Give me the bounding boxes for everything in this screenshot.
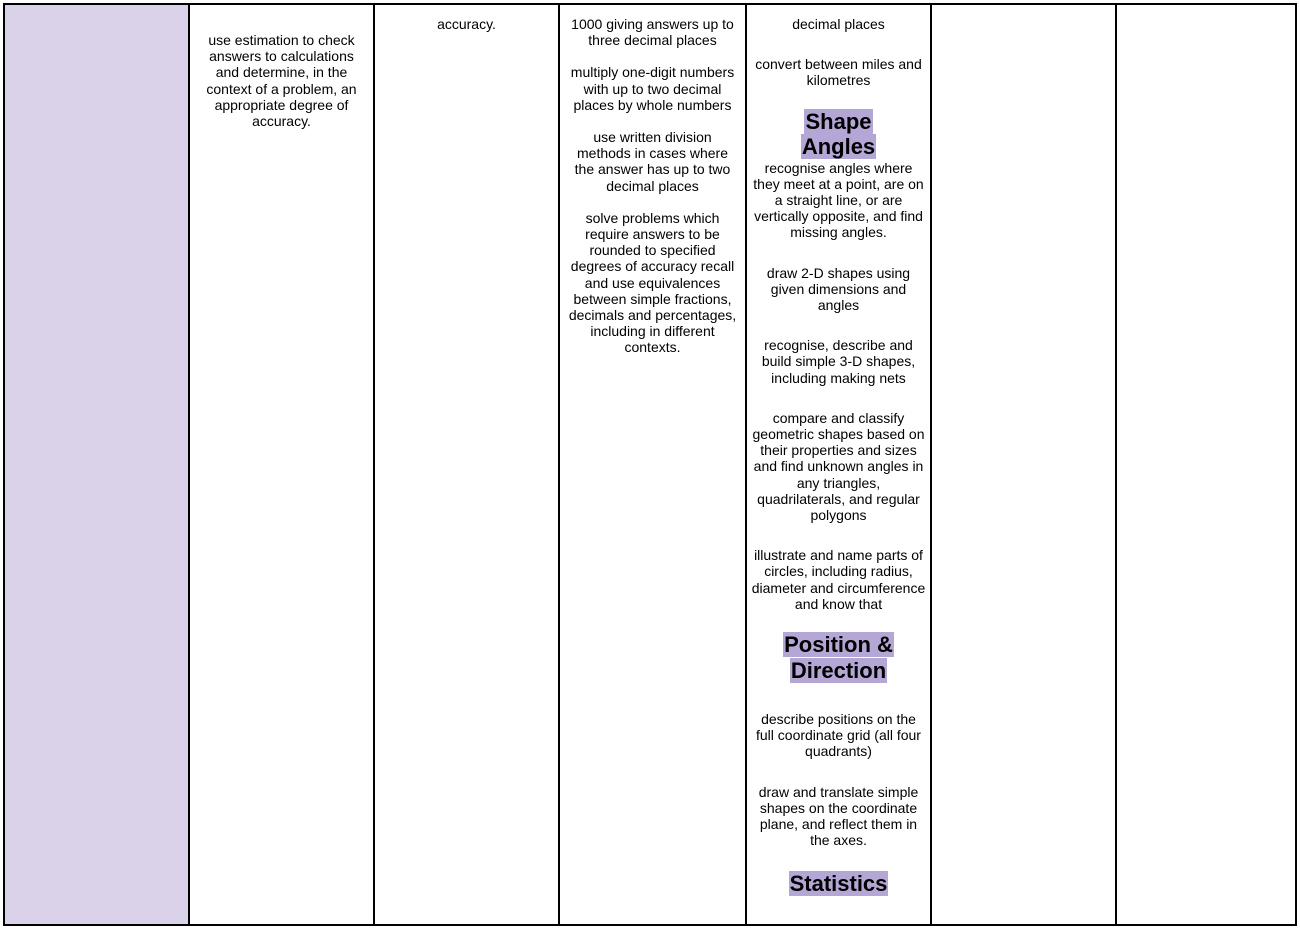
objective-multiply-decimals: multiply one-digit numbers with up to two decimal places by whole numbers xyxy=(570,64,735,113)
objective-3d-shapes: recognise, describe and build simple 3-D shapes, including making nets xyxy=(761,337,916,386)
heading-shape: Shape xyxy=(805,108,872,134)
objective-classify-shapes: compare and classify geometric shapes based on their properties and sizes and find unknown angles in any triangles, quadrilaterals, and regular polygons xyxy=(752,409,925,524)
objective-estimation: use estimation to check answers to calculations and determine, in the context of a problem, an appropriate degree of accuracy. xyxy=(206,32,357,130)
objective-decimal-places-cont: decimal places xyxy=(792,16,885,32)
table-cell-col3 xyxy=(375,5,560,924)
objective-coordinate-grid: describe positions on the full coordinate grid (all four quadrants) xyxy=(756,711,921,760)
objective-miles-km: convert between miles and kilometres xyxy=(755,56,922,89)
cell-text xyxy=(381,16,552,32)
objective-rounding-equivalences: solve problems which require answers to be rounded to specified degrees of accuracy recall and use equivalences between simple fractions, decimals and percentages, including in different contexts. xyxy=(568,209,737,356)
heading-direction: Direction xyxy=(790,657,887,683)
table-cell-col2 xyxy=(190,5,375,924)
cell-text xyxy=(196,32,367,129)
strand-column-shaded xyxy=(5,5,190,924)
objective-circles: illustrate and name parts of circles, including radius, diameter and circumference and know that xyxy=(751,547,926,612)
table-cell-col6-empty xyxy=(932,5,1117,924)
objective-continuation: accuracy. xyxy=(437,16,496,32)
objective-decimal-places: 1000 giving answers up to three decimal places xyxy=(571,16,734,49)
objective-draw-2d: draw 2-D shapes using given dimensions and angles xyxy=(766,264,911,314)
heading-angles: Angles xyxy=(801,134,876,160)
table-cell-col5 xyxy=(747,5,932,924)
heading-position-block xyxy=(751,632,926,683)
cell-text xyxy=(751,16,926,896)
curriculum-table xyxy=(3,3,1297,926)
table-cell-col4 xyxy=(560,5,747,924)
table-cell-col7-empty xyxy=(1117,5,1295,924)
heading-position: Position & xyxy=(784,632,893,658)
heading-statistics: Statistics xyxy=(789,870,888,896)
cell-text xyxy=(566,16,739,356)
heading-shape-block xyxy=(751,109,926,160)
objective-translate-reflect: draw and translate simple shapes on the coordinate plane, and reflect them in the axes. xyxy=(758,783,919,849)
objective-written-division: use written division methods in cases where the answer has up to two decimal places xyxy=(574,129,731,194)
objective-angles: recognise angles where they meet at a point, are on a straight line, or are vertically opposite, and find missing angles. xyxy=(753,159,924,241)
